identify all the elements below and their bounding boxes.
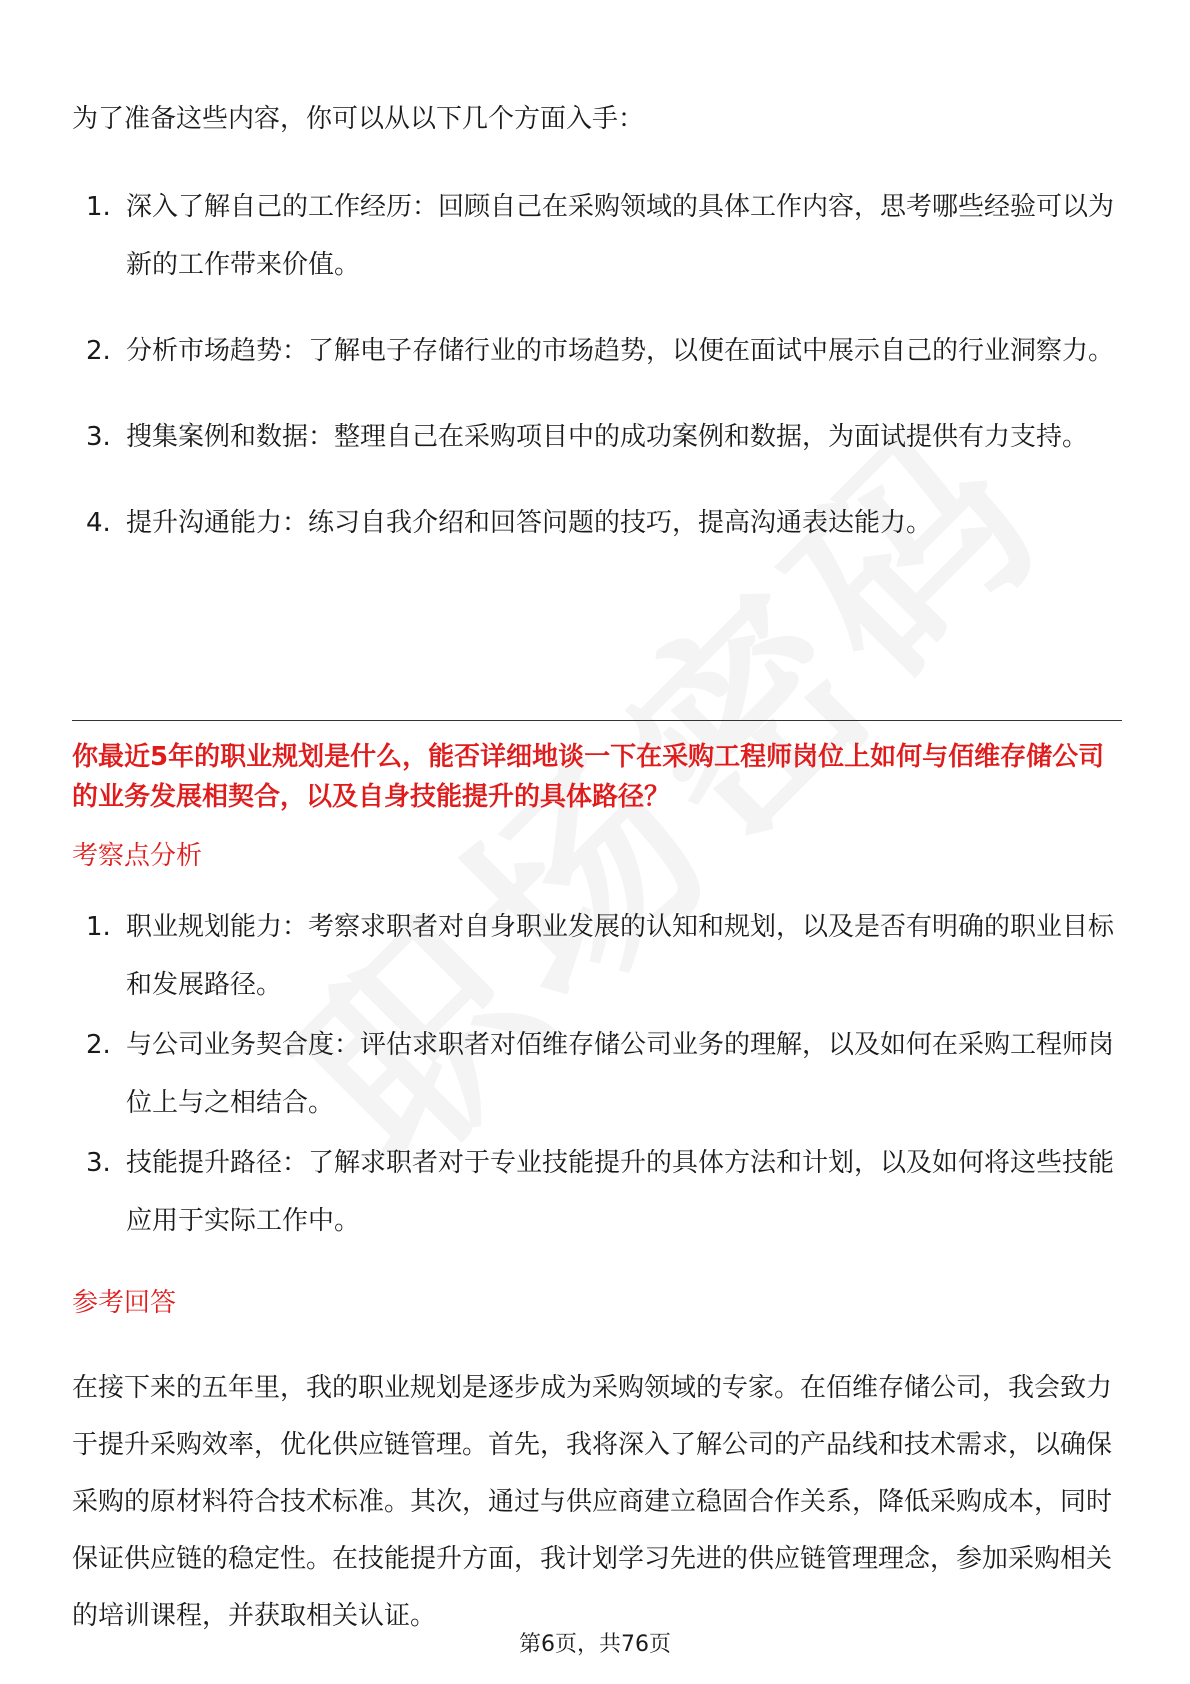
- list-item: [72, 1134, 1122, 1250]
- list-item: [72, 1016, 1122, 1132]
- list-text: 提升沟通能力：练习自我介绍和回答问题的技巧，提高沟通表达能力。: [126, 508, 933, 538]
- list-item: [72, 178, 1122, 294]
- list-item: [72, 408, 1122, 466]
- section-divider: [72, 720, 1122, 721]
- list-item: [72, 494, 1122, 552]
- preparation-list: [72, 178, 1122, 580]
- intro-paragraph: 为了准备这些内容，你可以从以下几个方面入手：: [72, 104, 645, 134]
- list-number: 4.: [86, 508, 111, 538]
- list-text: 技能提升路径：了解求职者对于专业技能提升的具体方法和计划，以及如何将这些技能应用于实际工作中。: [126, 1148, 1115, 1236]
- page-number-footer: 第6页，共76页: [519, 1632, 671, 1657]
- list-item: [72, 322, 1122, 380]
- list-number: 2.: [86, 336, 111, 366]
- reference-answer-paragraph: 在接下来的五年里，我的职业规划是逐步成为采购领域的专家。在佰维存储公司，我会致力于提升采购效率，优化供应链管理。首先，我将深入了解公司的产品线和技术需求，以确保采购的原材料符合技术标准。其次，通过与供应商建立稳固合作关系，降低采购成本，同时保证供应链的稳定性。在技能提升方面，我计划学习先进的供应链管理理念，参加采购相关的培训课程，并获取相关认证。: [72, 1373, 1113, 1631]
- list-text: 分析市场趋势：了解电子存储行业的市场趋势，以便在面试中展示自己的行业洞察力。: [126, 336, 1115, 366]
- question-heading: 你最近5年的职业规划是什么，能否详细地谈一下在采购工程师岗位上如何与佰维存储公司的业务发展相契合，以及自身技能提升的具体路径？: [72, 742, 1105, 812]
- list-number: 1.: [86, 192, 111, 222]
- reference-answer-title: 参考回答: [72, 1288, 177, 1318]
- list-item: [72, 898, 1122, 1014]
- list-number: 3.: [86, 422, 111, 452]
- list-text: 搜集案例和数据：整理自己在采购项目中的成功案例和数据，为面试提供有力支持。: [126, 422, 1089, 452]
- analysis-list: [72, 898, 1122, 1252]
- list-text: 职业规划能力：考察求职者对自身职业发展的认知和规划，以及是否有明确的职业目标和发展路径。: [126, 912, 1115, 1000]
- list-number: 3.: [86, 1148, 111, 1178]
- list-text: 与公司业务契合度：评估求职者对佰维存储公司业务的理解，以及如何在采购工程师岗位上与之相结合。: [126, 1030, 1115, 1118]
- list-text: 深入了解自己的工作经历：回顾自己在采购领域的具体工作内容，思考哪些经验可以为新的工作带来价值。: [126, 192, 1115, 280]
- analysis-title: 考察点分析: [72, 841, 203, 871]
- list-number: 1.: [86, 912, 111, 942]
- list-number: 2.: [86, 1030, 111, 1060]
